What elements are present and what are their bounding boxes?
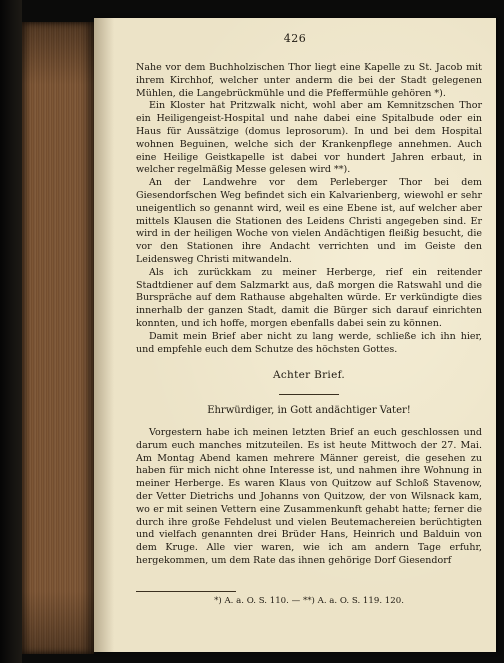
- footnote: *) A. a. O. S. 110. — **) A. a. O. S. 119. 120.: [214, 596, 404, 606]
- page-number: 426: [283, 32, 307, 45]
- paragraph-1: Nahe vor dem Buchholzischen Thor liegt eine Kapelle zu St. Jacob mit ihrem Kirchhof, welcher unter anderm die bei der Stadt gelegenen Mühlen, die Langebrückmühle und die Pfeffermühle gehören *).: [136, 62, 482, 99]
- paragraph-5: Damit mein Brief aber nicht zu lang werde, schließe ich ihn hier, und empfehle euch dem Schutze des höchsten Gottes.: [136, 330, 482, 355]
- paragraph-2: Ein Kloster hat Pritzwalk nicht, wohl aber am Kemnitzschen Thor ein Heiligengeist-Hospital und nahe dabei eine Spitalbude oder ein Haus für Aussätzige (domus leprosorum). In und bei dem Hospital wohnen Beguinen, welche sich der Krankenpflege annehmen. Auch eine Heilige Geistkapelle ist dabei vor hundert Jahren erbaut, in welcher regelmäßig Messe gelesen wird **).: [136, 100, 482, 176]
- heading-rule: [279, 394, 339, 395]
- book-spine-shadow: [0, 0, 22, 663]
- paragraph-3: An der Landwehre vor dem Perleberger Thor bei dem Giesendorfschen Weg befindet sich ein Kalvarienberg, wiewohl er sehr uneigentlich so genannt wird, weil es eine Ebene ist, auf welcher aber mittels Klausen die Stationen des Leidens Christi angegeben sind. Er wird in der heiligen Woche von vielen Andächtigen fleißig besucht, die vor den Stationen ihre Andacht verrichten und im Geiste den Leidensweg Christi mitwandeln.: [136, 177, 482, 265]
- body-text: [136, 62, 482, 568]
- footnote-rule: [136, 591, 236, 592]
- section-heading: Achter Brief.: [272, 369, 346, 382]
- salutation: Ehrwürdiger, in Gott andächtiger Vater!: [207, 405, 411, 417]
- paragraph-4: Als ich zurückkam zu meiner Herberge, rief ein reitender Stadtdiener auf dem Salzmarkt aus, daß morgen die Ratswahl und die Burspräche auf dem Rathause abgehalten würde. Er verkündigte dies innerhalb der ganzen Stadt, damit die Bürger sich darauf einrichten konnten, und ich hoffe, morgen ebenfalls dabei sein zu können.: [136, 266, 482, 329]
- paragraph-6: Vorgestern habe ich meinen letzten Brief an euch geschlossen und darum euch manches mitzuteilen. Es ist heute Mittwoch der 27. Mai. Am Montag Abend kamen mehrere Männer gereist, die gesehen zu haben für mich nicht ohne Interesse ist, und nahmen ihre Wohnung in meiner Herberge. Es waren Klaus von Quitzow auf Schloß Stavenow, der Vetter Dietrichs und Johanns von Quitzow, der von Wilsnack kam, wo er mit seinen Vettern eine Zusammenkunft gehabt hatte; ferner die durch ihre große Fehdelust und vielen Beutemachereien berüchtigten und vielfach genannten drei Brüder Hans, Heinrich und Balduin von dem Kruge. Alle vier waren, wie ich am andern Tage erfuhr, hergekommen, um dem Rate das ihnen gehörige Dorf Giesendorf: [136, 426, 482, 566]
- book-page: [94, 18, 496, 652]
- page-edges: [22, 22, 94, 654]
